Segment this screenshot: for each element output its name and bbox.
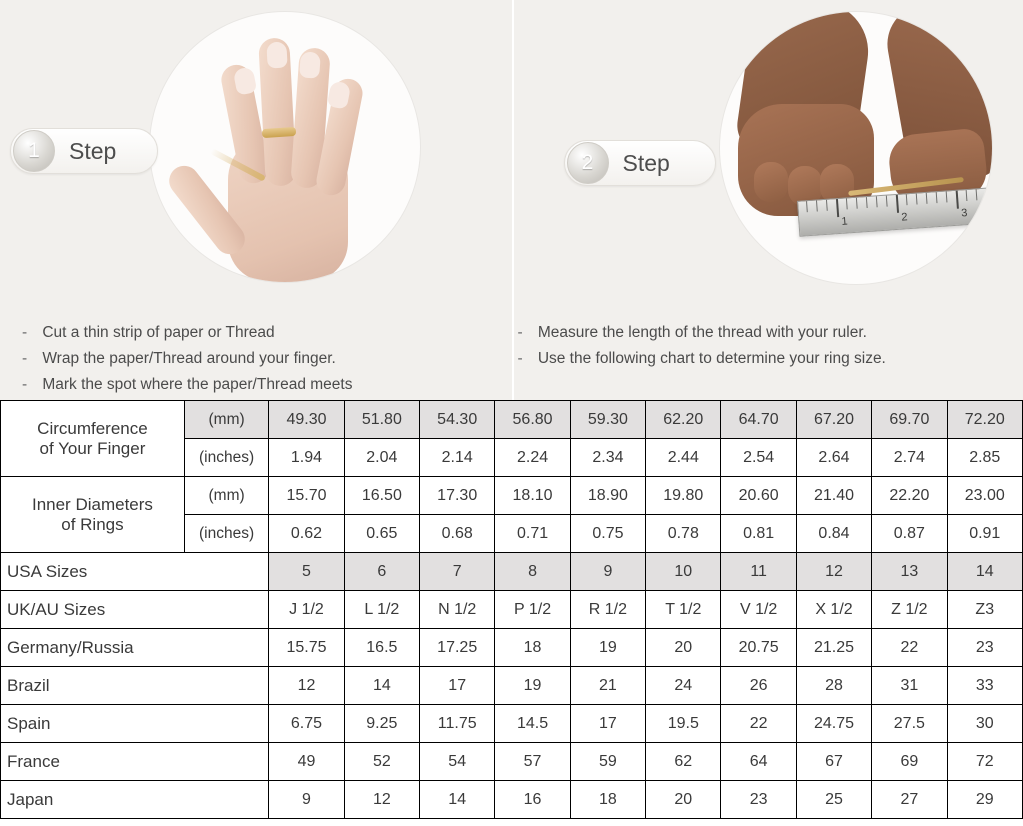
- chart-cell: 57: [495, 743, 570, 781]
- chart-cell: 14: [947, 553, 1022, 591]
- chart-cell: 56.80: [495, 401, 570, 439]
- chart-cell: 2.34: [570, 439, 645, 477]
- chart-cell: 64.70: [721, 401, 796, 439]
- chart-cell: 27: [872, 781, 947, 819]
- chart-cell: 9: [269, 781, 344, 819]
- table-row: [1, 477, 1023, 515]
- step-2-instruction-list: [518, 320, 886, 372]
- list-item: [518, 320, 886, 346]
- instruction-text: Cut a thin strip of paper or Thread: [42, 324, 275, 341]
- list-item: [22, 346, 352, 372]
- chart-cell: 16: [495, 781, 570, 819]
- chart-cell: 30: [947, 705, 1022, 743]
- chart-cell: 11.75: [420, 705, 495, 743]
- fingernail-shape: [266, 41, 287, 68]
- dash-bullet-icon: -: [22, 350, 28, 367]
- step-1-instruction-list: [22, 320, 352, 398]
- chart-cell: 28: [796, 667, 871, 705]
- chart-cell: 19.5: [646, 705, 721, 743]
- size-standard-label: Spain: [1, 705, 269, 743]
- chart-cell: 9.25: [344, 705, 419, 743]
- ring-size-chart: [0, 400, 1023, 819]
- chart-cell: 0.78: [646, 515, 721, 553]
- chart-cell: 14: [420, 781, 495, 819]
- chart-cell: 20: [646, 781, 721, 819]
- chart-cell: 29: [947, 781, 1022, 819]
- chart-cell: 0.87: [872, 515, 947, 553]
- chart-cell: 2.14: [420, 439, 495, 477]
- chart-cell: T 1/2: [646, 591, 721, 629]
- size-standard-label: Japan: [1, 781, 269, 819]
- chart-cell: Z3: [947, 591, 1022, 629]
- chart-cell: 1.94: [269, 439, 344, 477]
- chart-cell: 33: [947, 667, 1022, 705]
- step-1-badge: [10, 128, 158, 174]
- chart-cell: 0.65: [344, 515, 419, 553]
- hands-ruler-illustration: [720, 12, 992, 284]
- chart-cell: R 1/2: [570, 591, 645, 629]
- chart-cell: 59.30: [570, 401, 645, 439]
- chart-cell: 64: [721, 743, 796, 781]
- chart-body: [1, 401, 1023, 819]
- chart-cell: 2.85: [947, 439, 1022, 477]
- chart-cell: 15.70: [269, 477, 344, 515]
- chart-cell: 49.30: [269, 401, 344, 439]
- chart-cell: 19.80: [646, 477, 721, 515]
- chart-cell: 72.20: [947, 401, 1022, 439]
- chart-cell: V 1/2: [721, 591, 796, 629]
- chart-cell: 26: [721, 667, 796, 705]
- chart-cell: 13: [872, 553, 947, 591]
- hand-illustration: [150, 12, 420, 282]
- chart-cell: 0.62: [269, 515, 344, 553]
- chart-cell: 22: [872, 629, 947, 667]
- row-group-label-line: Circumference: [37, 418, 148, 438]
- chart-cell: 69.70: [872, 401, 947, 439]
- chart-cell: 24.75: [796, 705, 871, 743]
- chart-cell: 12: [796, 553, 871, 591]
- chart-cell: 2.44: [646, 439, 721, 477]
- step-1-panel: [0, 0, 512, 400]
- size-standard-label: Brazil: [1, 667, 269, 705]
- size-standard-label: USA Sizes: [1, 553, 269, 591]
- step-2-number: 2: [567, 142, 609, 184]
- chart-cell: 23: [947, 629, 1022, 667]
- table-row: [1, 629, 1023, 667]
- step-2-label: Step: [622, 149, 670, 176]
- chart-cell: 11: [721, 553, 796, 591]
- chart-cell: 0.84: [796, 515, 871, 553]
- chart-cell: 2.64: [796, 439, 871, 477]
- dash-bullet-icon: -: [22, 324, 28, 341]
- chart-cell: 69: [872, 743, 947, 781]
- table-row: [1, 743, 1023, 781]
- size-standard-label: Germany/Russia: [1, 629, 269, 667]
- chart-cell: 62: [646, 743, 721, 781]
- chart-cell: 19: [570, 629, 645, 667]
- chart-cell: 20.75: [721, 629, 796, 667]
- unit-label: (mm): [184, 401, 268, 439]
- size-standard-label: France: [1, 743, 269, 781]
- chart-cell: 54.30: [420, 401, 495, 439]
- chart-cell: 52: [344, 743, 419, 781]
- chart-cell: 21.40: [796, 477, 871, 515]
- chart-cell: Z 1/2: [872, 591, 947, 629]
- hand-with-thread-around-finger-image: [150, 12, 420, 282]
- instruction-text: Measure the length of the thread with your ruler.: [537, 324, 867, 341]
- chart-cell: 14.5: [495, 705, 570, 743]
- knuckle-shape: [754, 162, 788, 202]
- chart-cell: 2.24: [495, 439, 570, 477]
- chart-cell: 21.25: [796, 629, 871, 667]
- chart-cell: P 1/2: [495, 591, 570, 629]
- step-1-number: 1: [13, 130, 55, 172]
- chart-cell: 0.81: [721, 515, 796, 553]
- chart-cell: 24: [646, 667, 721, 705]
- chart-cell: 10: [646, 553, 721, 591]
- chart-cell: 67.20: [796, 401, 871, 439]
- chart-cell: 67: [796, 743, 871, 781]
- chart-cell: 0.71: [495, 515, 570, 553]
- table-row: [1, 553, 1023, 591]
- row-group-label-line: of Rings: [61, 514, 124, 534]
- row-group-label: [1, 477, 185, 553]
- chart-cell: 51.80: [344, 401, 419, 439]
- chart-cell: 18: [570, 781, 645, 819]
- row-group-label-line: Inner Diameters: [31, 494, 153, 514]
- ruler-mark: 2: [900, 211, 908, 224]
- row-group-label: [1, 401, 185, 477]
- chart-cell: 2.04: [344, 439, 419, 477]
- chart-cell: 23: [721, 781, 796, 819]
- chart-cell: 20: [646, 629, 721, 667]
- chart-cell: L 1/2: [344, 591, 419, 629]
- ruler-mark: 3: [960, 207, 968, 220]
- chart-cell: 16.5: [344, 629, 419, 667]
- chart-cell: 27.5: [872, 705, 947, 743]
- chart-cell: 22: [721, 705, 796, 743]
- chart-cell: 22.20: [872, 477, 947, 515]
- chart-cell: 59: [570, 743, 645, 781]
- chart-cell: 23.00: [947, 477, 1022, 515]
- chart-cell: 6.75: [269, 705, 344, 743]
- chart-cell: 12: [344, 781, 419, 819]
- chart-cell: 16.50: [344, 477, 419, 515]
- chart-cell: 7: [420, 553, 495, 591]
- dash-bullet-icon: -: [517, 350, 523, 367]
- chart-cell: 14: [344, 667, 419, 705]
- dash-bullet-icon: -: [22, 376, 28, 393]
- chart-cell: 2.74: [872, 439, 947, 477]
- unit-label: (mm): [184, 477, 268, 515]
- chart-cell: 17.30: [420, 477, 495, 515]
- chart-cell: 8: [495, 553, 570, 591]
- list-item: [518, 346, 886, 372]
- chart-cell: 31: [872, 667, 947, 705]
- chart-cell: 19: [495, 667, 570, 705]
- chart-cell: 20.60: [721, 477, 796, 515]
- dash-bullet-icon: -: [517, 324, 523, 341]
- chart-cell: 0.68: [420, 515, 495, 553]
- unit-label: (inches): [184, 439, 268, 477]
- step-1-label: Step: [69, 137, 117, 164]
- chart-cell: 18.10: [495, 477, 570, 515]
- chart-cell: 49: [269, 743, 344, 781]
- chart-cell: 5: [269, 553, 344, 591]
- chart-cell: 0.91: [947, 515, 1022, 553]
- chart-cell: 9: [570, 553, 645, 591]
- table-row: [1, 667, 1023, 705]
- hands-measuring-thread-with-ruler-image: [720, 12, 992, 284]
- table-row: [1, 401, 1023, 439]
- instruction-text: Use the following chart to determine your ring size.: [537, 350, 886, 367]
- instruction-text: Wrap the paper/Thread around your finger.: [42, 350, 336, 367]
- step-2-badge: [564, 140, 716, 186]
- fingernail-shape: [299, 51, 321, 78]
- chart-cell: 54: [420, 743, 495, 781]
- list-item: [22, 372, 352, 398]
- chart-cell: X 1/2: [796, 591, 871, 629]
- chart-cell: 62.20: [646, 401, 721, 439]
- chart-cell: J 1/2: [269, 591, 344, 629]
- chart-cell: 0.75: [570, 515, 645, 553]
- chart-cell: 18.90: [570, 477, 645, 515]
- chart-cell: 17: [570, 705, 645, 743]
- row-group-label-line: of Your Finger: [39, 438, 146, 458]
- table-row: [1, 591, 1023, 629]
- size-standard-label: UK/AU Sizes: [1, 591, 269, 629]
- chart-cell: 25: [796, 781, 871, 819]
- chart-cell: 18: [495, 629, 570, 667]
- list-item: [22, 320, 352, 346]
- chart-cell: 12: [269, 667, 344, 705]
- table-row: [1, 705, 1023, 743]
- chart-cell: 2.54: [721, 439, 796, 477]
- instruction-text: Mark the spot where the paper/Thread meets: [42, 376, 353, 393]
- step-2-panel: [512, 0, 1023, 400]
- chart-cell: N 1/2: [420, 591, 495, 629]
- instructions-section: [0, 0, 1023, 400]
- chart-cell: 15.75: [269, 629, 344, 667]
- chart-cell: 21: [570, 667, 645, 705]
- chart-cell: 17: [420, 667, 495, 705]
- table-row: [1, 781, 1023, 819]
- chart-cell: 17.25: [420, 629, 495, 667]
- chart-cell: 72: [947, 743, 1022, 781]
- chart-cell: 6: [344, 553, 419, 591]
- unit-label: (inches): [184, 515, 268, 553]
- ruler-mark: 1: [840, 215, 848, 228]
